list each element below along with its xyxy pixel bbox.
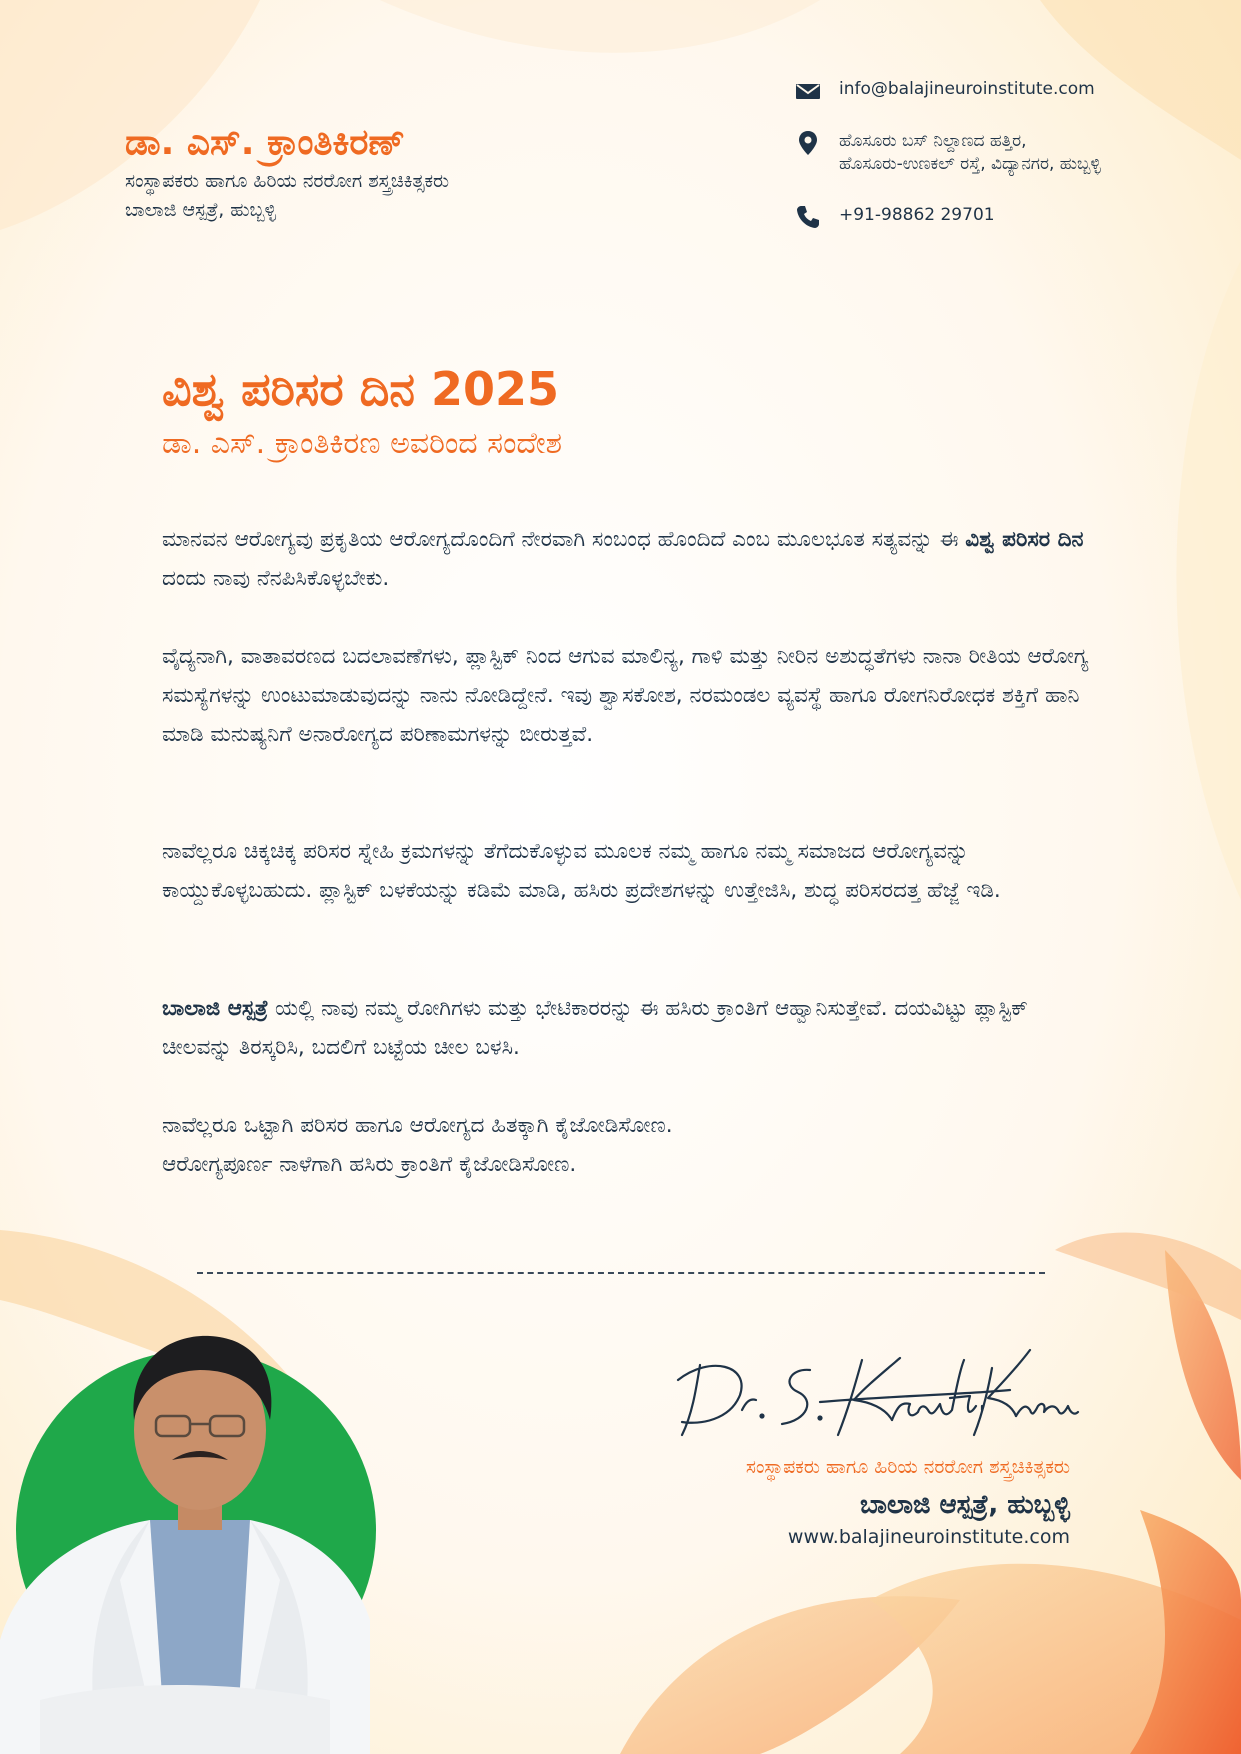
paragraph-3: ನಾವೆಲ್ಲರೂ ಚಿಕ್ಕಚಿಕ್ಕ ಪರಿಸರ ಸ್ನೇಹಿ ಕ್ರಮಗಳನ್ನು ತೆಗೆದುಕೊಳ್ಳುವ ಮೂಲಕ ನಮ್ಮ ಹಾಗೂ ನಮ್ಮ ಸಮಾಜದ ಆರೋಗ್ಯವನ್ನು ಕಾಯ್ದುಕೊಳ್ಳಬಹುದು. ಪ್ಲಾಸ್ಟಿಕ್ ಬಳಕೆಯನ್ನು ಕಡಿಮೆ ಮಾಡಿ, ಹಸಿರು ಪ್ರದೇಶಗಳನ್ನು ಉತ್ತೇಜಿಸಿ, ಶುದ್ಧ ಪರಿಸರದತ್ತ ಹೆಜ್ಜೆ ಇಡಿ. [162, 839, 1001, 903]
phone-icon [795, 204, 821, 230]
paragraph-5-line-2: ಆರೋಗ್ಯಪೂರ್ಣ ನಾಳೆಗಾಗಿ ಹಸಿರು ಕ್ರಾಂತಿಗೆ ಕೈಜೋಡಿಸೋಣ. [162, 1152, 577, 1177]
doctor-designation: ಸಂಸ್ಥಾಪಕರು ಹಾಗೂ ಹಿರಿಯ ನರರೋಗ ಶಸ್ತ್ರಚಿಕಿತ್ಸಕರು [125, 170, 450, 192]
contact-email[interactable] [795, 78, 1095, 104]
doctor-hospital: ಬಾಲಾಜಿ ಆಸ್ಪತ್ರೆ, ಹುಬ್ಬಳ್ಳಿ [125, 199, 277, 221]
location-pin-icon [795, 130, 821, 156]
phone-text: +91-98862 29701 [839, 205, 995, 225]
envelope-icon [795, 78, 821, 104]
paragraph-2: ವೈದ್ಯನಾಗಿ, ವಾತಾವರಣದ ಬದಲಾವಣೆಗಳು, ಪ್ಲಾಸ್ಟಿಕ್ ನಿಂದ ಆಗುವ ಮಾಲಿನ್ಯ, ಗಾಳಿ ಮತ್ತು ನೀರಿನ ಅಶುದ್ಧತೆಗಳು ನಾನಾ ರೀತಿಯ ಆರೋಗ್ಯ ಸಮಸ್ಯೆಗಳನ್ನು ಉಂಟುಮಾಡುವುದನ್ನು ನಾನು ನೋಡಿದ್ದೇನೆ. ಇವು ಶ್ವಾಸಕೋಶ, ನರಮಂಡಲ ವ್ಯವಸ್ಥೆ ಹಾಗೂ ರೋಗನಿರೋಧಕ ಶಕ್ತಿಗೆ ಹಾನಿ ಮಾಡಿ ಮನುಷ್ಯನಿಗೆ ಅನಾರೋಗ್ಯದ ಪರಿಣಾಮಗಳನ್ನು ಬೀರುತ್ತವೆ. [162, 644, 1089, 747]
email-text: info@balajineuroinstitute.com [839, 79, 1095, 99]
signature-website[interactable]: www.balajineuroinstitute.com [787, 1526, 1070, 1548]
address-line-1: ಹೊಸೂರು ಬಸ್ ನಿಲ್ದಾಣದ ಹತ್ತಿರ, [839, 131, 1027, 151]
letter-subtitle: ಡಾ. ಎಸ್. ಕ್ರಾಂತಿಕಿರಣ ಅವರಿಂದ ಸಂದೇಶ [162, 426, 563, 461]
paragraph-1-part-b: ದಂದು ನಾವು ನೆನಪಿಸಿಕೊಳ್ಳಬೇಕು. [162, 566, 390, 591]
paragraph-4-rest: ಯಲ್ಲಿ ನಾವು ನಮ್ಮ ರೋಗಿಗಳು ಮತ್ತು ಭೇಟಿಕಾರರನ್ನು ಈ ಹಸಿರು ಕ್ರಾಂತಿಗೆ ಆಹ್ವಾನಿಸುತ್ತೇವೆ. ದಯವಿಟ್ಟು ಪ್ಲಾಸ್ಟಿಕ್ ಚೀಲವನ್ನು ತಿರಸ್ಕರಿಸಿ, ಬದಲಿಗೆ ಬಟ್ಟೆಯ ಚೀಲ ಬಳಸಿ. [162, 996, 1028, 1060]
paragraph-1-bold: ವಿಶ್ವ ಪರಿಸರ ದಿನ [965, 527, 1084, 552]
letter-title: ವಿಶ್ವ ಪರಿಸರ ದಿನ 2025 [162, 362, 560, 416]
address-line-2: ಹೊಸೂರು-ಉಣಕಲ್ ರಸ್ತೆ, ವಿದ್ಯಾನಗರ, ಹುಬ್ಬಳ್ಳಿ [839, 154, 1101, 174]
dashed-divider [197, 1272, 1045, 1274]
contact-phone[interactable] [795, 204, 995, 230]
paragraph-1 [162, 520, 1102, 598]
doctor-photo [0, 1320, 400, 1754]
contact-address [795, 130, 1101, 176]
doctor-name: ಡಾ. ಎಸ್. ಕ್ರಾಂತಿಕಿರಣ್ [125, 122, 405, 163]
paragraph-4 [162, 989, 1102, 1067]
signature-role: ಸಂಸ್ಥಾಪಕರು ಹಾಗೂ ಹಿರಿಯ ನರರೋಗ ಶಸ್ತ್ರಚಿಕಿತ್ಸಕರು [745, 1456, 1070, 1478]
paragraph-5 [162, 1106, 1102, 1184]
signature-hospital: ಬಾಲಾಜಿ ಆಸ್ಪತ್ರೆ, ಹುಬ್ಬಳ್ಳಿ [860, 1490, 1070, 1520]
paragraph-4-bold: ಬಾಲಾಜಿ ಆಸ್ಪತ್ರೆ [162, 996, 269, 1021]
paragraph-1-part-a: ಮಾನವನ ಆರೋಗ್ಯವು ಪ್ರಕೃತಿಯ ಆರೋಗ್ಯದೊಂದಿಗೆ ನೇರವಾಗಿ ಸಂಬಂಧ ಹೊಂದಿದೆ ಎಂಬ ಮೂಲಭೂತ ಸತ್ಯವನ್ನು ಈ [162, 527, 966, 552]
handwritten-signature [670, 1340, 1080, 1450]
paragraph-5-line-1: ನಾವೆಲ್ಲರೂ ಒಟ್ಟಾಗಿ ಪರಿಸರ ಹಾಗೂ ಆರೋಗ್ಯದ ಹಿತಕ್ಕಾಗಿ ಕೈಜೋಡಿಸೋಣ. [162, 1113, 673, 1138]
